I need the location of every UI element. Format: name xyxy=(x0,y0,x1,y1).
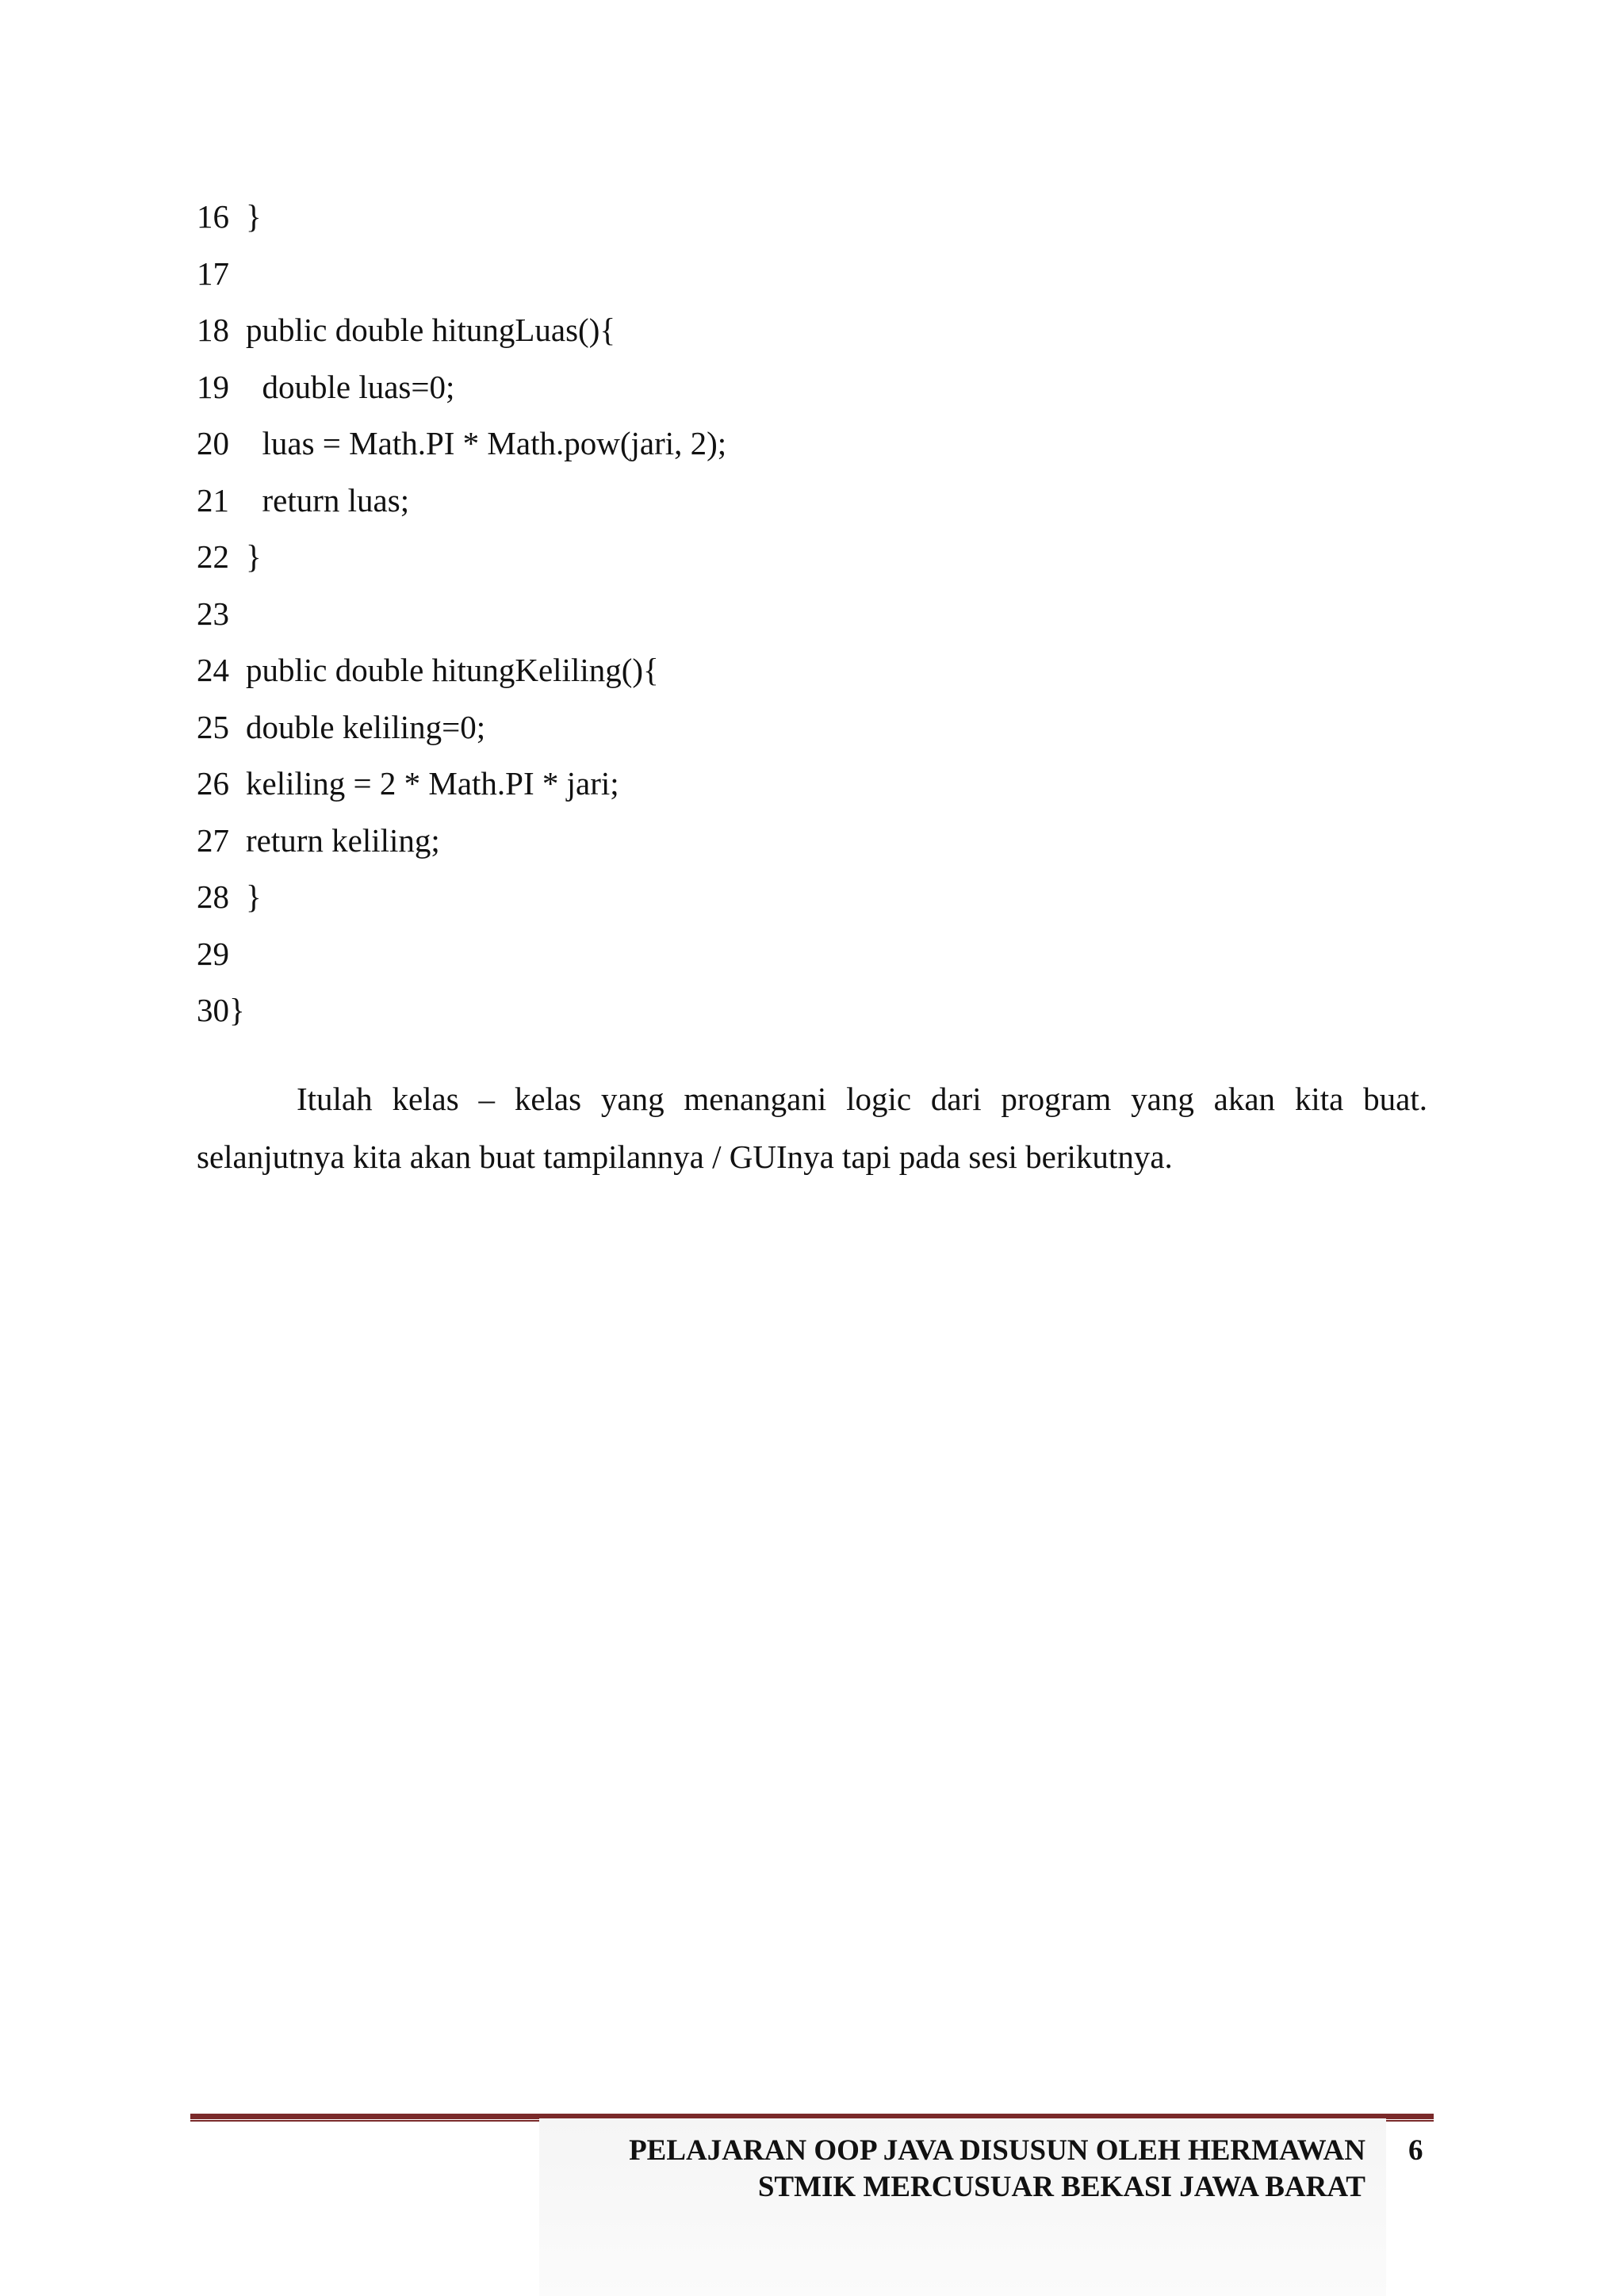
page-number: 6 xyxy=(1408,2134,1423,2167)
code-text: return keliling; xyxy=(246,821,440,859)
code-text: } xyxy=(246,538,262,575)
line-number: 27 xyxy=(197,821,229,859)
code-line xyxy=(197,590,726,647)
code-text: } xyxy=(246,878,262,915)
code-text: double luas=0; xyxy=(246,368,455,405)
code-text: } xyxy=(246,198,262,235)
line-number: 23 xyxy=(197,595,229,632)
footer-line-1: PELAJARAN OOP JAVA DISUSUN OLEH HERMAWAN xyxy=(629,2134,1365,2167)
line-number: 21 xyxy=(197,481,229,519)
code-line xyxy=(197,817,726,874)
line-number: 28 xyxy=(197,878,229,915)
body-paragraph: Itulah kelas – kelas yang menangani logic dari program yang akan kita buat. selanjutnya kita akan buat tampilannya / GUInya tapi pada sesi berikutnya. xyxy=(197,1081,1427,1175)
code-line xyxy=(197,250,726,307)
line-number: 29 xyxy=(197,935,229,972)
code-text: public double hitungKeliling(){ xyxy=(246,652,659,688)
footer-text xyxy=(629,2133,1365,2206)
footer-rule-left xyxy=(190,2114,539,2122)
code-line xyxy=(197,419,726,476)
code-line xyxy=(197,873,726,930)
line-number: 18 xyxy=(197,312,229,348)
code-line xyxy=(197,703,726,760)
line-number: 25 xyxy=(197,708,229,745)
code-text: double keliling=0; xyxy=(246,708,486,745)
line-number: 16 xyxy=(197,198,229,235)
code-line xyxy=(197,646,726,703)
footer-line-2: STMIK MERCUSUAR BEKASI JAWA BARAT xyxy=(757,2171,1365,2203)
code-line xyxy=(197,363,726,420)
code-line xyxy=(197,930,726,987)
code-text: keliling = 2 * Math.PI * jari; xyxy=(246,765,619,802)
code-listing xyxy=(197,193,726,1043)
line-number: 26 xyxy=(197,765,229,802)
code-line xyxy=(197,986,726,1043)
code-line xyxy=(197,533,726,590)
footer-rule-right xyxy=(1386,2114,1434,2122)
code-line xyxy=(197,476,726,534)
code-line xyxy=(197,306,726,363)
code-text: luas = Math.PI * Math.pow(jari, 2); xyxy=(246,425,727,461)
footer-rule-middle xyxy=(539,2114,1386,2118)
line-number: 17 xyxy=(197,254,229,292)
code-line xyxy=(197,760,726,817)
code-text: public double hitungLuas(){ xyxy=(246,312,616,348)
code-text: return luas; xyxy=(246,481,410,519)
code-line xyxy=(197,193,726,250)
line-number: 22 xyxy=(197,538,229,575)
line-number: 30} xyxy=(197,992,245,1028)
line-number: 20 xyxy=(197,425,229,461)
line-number: 19 xyxy=(197,368,229,405)
line-number: 24 xyxy=(197,652,229,688)
